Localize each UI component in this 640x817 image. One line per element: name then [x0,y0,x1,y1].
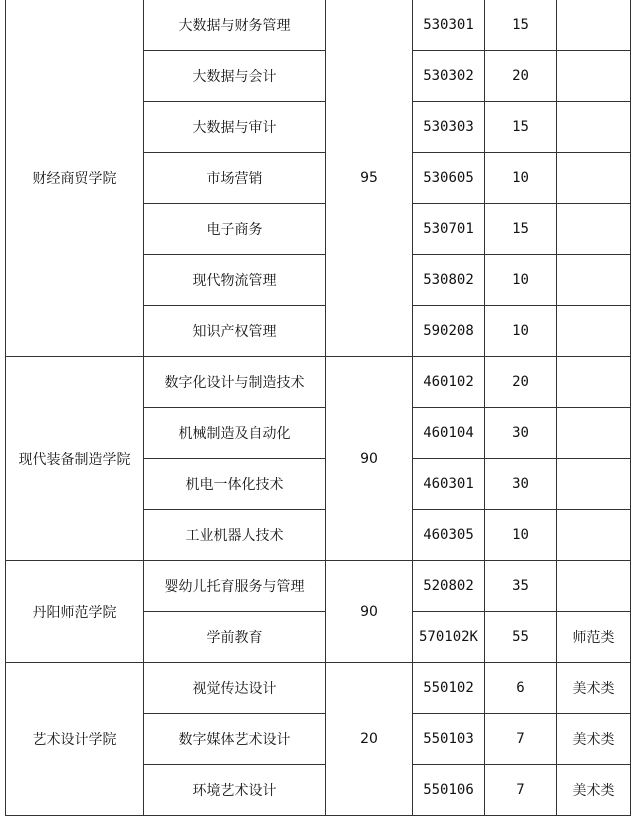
major-code-cell: 570102K [413,612,485,663]
note-cell [557,0,631,51]
plan-count-cell: 10 [485,153,557,204]
major-name-cell: 婴幼儿托育服务与管理 [144,561,326,612]
college-name-cell: 现代装备制造学院 [6,357,144,561]
major-code-cell: 530802 [413,255,485,306]
major-name-cell: 电子商务 [144,204,326,255]
college-total-cell: 95 [326,0,413,357]
note-cell: 师范类 [557,612,631,663]
major-name-cell: 学前教育 [144,612,326,663]
note-cell [557,204,631,255]
plan-count-cell: 6 [485,663,557,714]
plan-count-cell: 20 [485,51,557,102]
table-row [6,357,631,408]
plan-count-cell: 7 [485,765,557,816]
note-cell [557,459,631,510]
major-name-cell: 知识产权管理 [144,306,326,357]
major-name-cell: 环境艺术设计 [144,765,326,816]
plan-count-cell: 20 [485,357,557,408]
plan-count-cell: 30 [485,459,557,510]
college-name-cell: 丹阳师范学院 [6,561,144,663]
college-name-cell: 财经商贸学院 [6,0,144,357]
note-cell [557,510,631,561]
plan-count-cell: 15 [485,0,557,51]
major-code-cell: 460104 [413,408,485,459]
major-name-cell: 工业机器人技术 [144,510,326,561]
major-name-cell: 数字媒体艺术设计 [144,714,326,765]
major-code-cell: 530301 [413,0,485,51]
plan-count-cell: 10 [485,306,557,357]
plan-count-cell: 15 [485,204,557,255]
major-code-cell: 530605 [413,153,485,204]
major-code-cell: 550102 [413,663,485,714]
major-name-cell: 大数据与审计 [144,102,326,153]
major-name-cell: 数字化设计与制造技术 [144,357,326,408]
major-name-cell: 市场营销 [144,153,326,204]
major-code-cell: 520802 [413,561,485,612]
college-total-cell: 20 [326,663,413,816]
plan-count-cell: 15 [485,102,557,153]
table-row [6,0,631,51]
note-cell [557,357,631,408]
note-cell [557,102,631,153]
major-name-cell: 机械制造及自动化 [144,408,326,459]
major-name-cell: 机电一体化技术 [144,459,326,510]
plan-count-cell: 10 [485,255,557,306]
college-total-cell: 90 [326,357,413,561]
major-code-cell: 550106 [413,765,485,816]
major-code-cell: 550103 [413,714,485,765]
plan-count-cell: 30 [485,408,557,459]
note-cell: 美术类 [557,714,631,765]
enrollment-plan-table [5,0,631,816]
major-code-cell: 530302 [413,51,485,102]
major-name-cell: 视觉传达设计 [144,663,326,714]
college-name-cell: 艺术设计学院 [6,663,144,816]
note-cell [557,255,631,306]
plan-count-cell: 55 [485,612,557,663]
major-code-cell: 590208 [413,306,485,357]
note-cell: 美术类 [557,663,631,714]
note-cell [557,153,631,204]
major-code-cell: 460102 [413,357,485,408]
table-row [6,663,631,714]
plan-count-cell: 10 [485,510,557,561]
major-code-cell: 460301 [413,459,485,510]
note-cell [557,306,631,357]
note-cell [557,561,631,612]
major-name-cell: 大数据与财务管理 [144,0,326,51]
major-name-cell: 现代物流管理 [144,255,326,306]
note-cell: 美术类 [557,765,631,816]
table-row [6,561,631,612]
college-total-cell: 90 [326,561,413,663]
plan-count-cell: 7 [485,714,557,765]
note-cell [557,51,631,102]
major-code-cell: 530701 [413,204,485,255]
major-code-cell: 530303 [413,102,485,153]
major-code-cell: 460305 [413,510,485,561]
note-cell [557,408,631,459]
plan-count-cell: 35 [485,561,557,612]
major-name-cell: 大数据与会计 [144,51,326,102]
